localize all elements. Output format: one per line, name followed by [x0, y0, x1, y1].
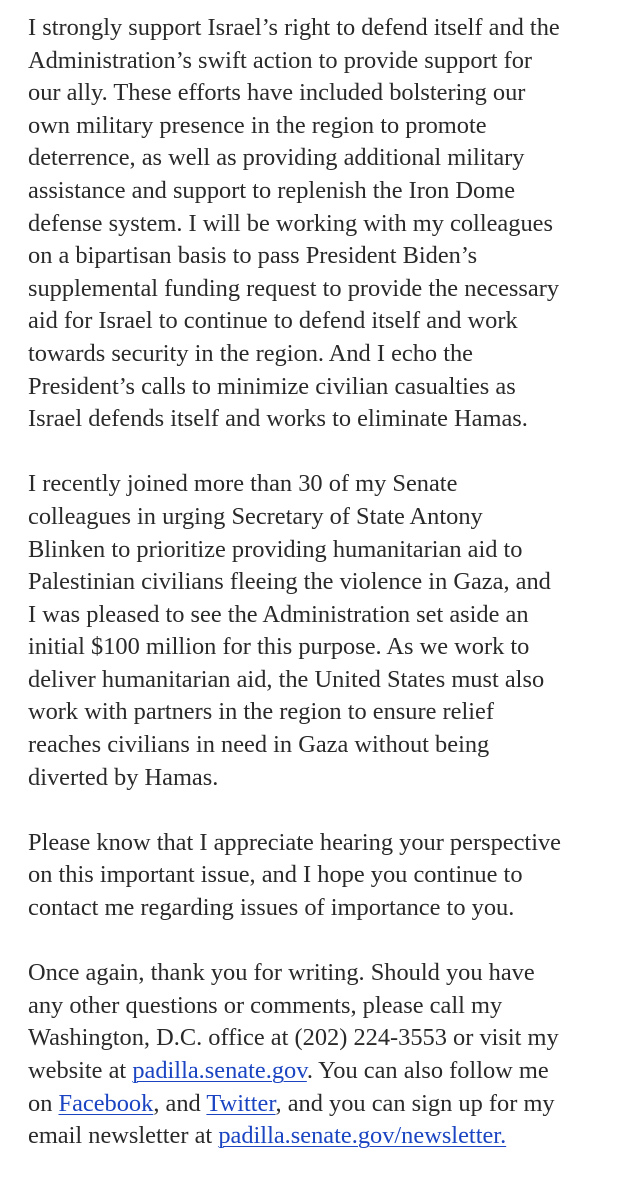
paragraph-line: Blinken to prioritize providing humanitarian aid to [28, 535, 523, 563]
paragraph-line: Palestinian civilians fleeing the violence in Gaza, and [28, 568, 551, 596]
twitter-link[interactable]: Twitter [206, 1089, 276, 1117]
paragraph-line: our ally. These efforts have included bolstering our [28, 79, 526, 107]
closing-line: Washington, D.C. office at (202) 224-3553 or visit my [28, 1024, 559, 1052]
paragraph-line: on this important issue, and I hope you continue to [28, 861, 523, 889]
website-link[interactable]: padilla.senate.gov [132, 1057, 307, 1084]
paragraph-line: towards security in the region. And I echo the [28, 339, 474, 367]
paragraph-line: colleagues in urging Secretary of State Antony [28, 502, 483, 530]
paragraph-line: own military presence in the region to promote [28, 111, 487, 139]
closing-line: any other questions or comments, please call my [28, 991, 503, 1019]
closing-line [28, 1120, 629, 1153]
closing-text: on [28, 1089, 59, 1117]
paragraph-line: work with partners in the region to ensure relief [28, 698, 494, 726]
paragraph-line: President’s calls to minimize civilian casualties as [28, 372, 516, 400]
letter-paragraph [28, 468, 629, 794]
paragraph-line: defense system. I will be working with my colleagues [28, 209, 553, 237]
paragraph-line: deliver humanitarian aid, the United States must also [28, 665, 545, 693]
closing-text: , and you can sign up for my [275, 1089, 555, 1117]
paragraph-line: reaches civilians in need in Gaza without being [28, 731, 490, 759]
newsletter-link[interactable]: padilla.senate.gov/newsletter. [218, 1122, 507, 1150]
paragraph-line: deterrence, as well as providing additional military [28, 144, 525, 172]
paragraph-line: I recently joined more than 30 of my Senate [28, 470, 458, 498]
paragraph-line: I was pleased to see the Administration set aside an [28, 600, 529, 628]
paragraph-line: on a bipartisan basis to pass President Biden’s [28, 242, 478, 270]
paragraph-line: Administration’s swift action to provide support for [28, 46, 533, 74]
closing-text: website at [28, 1057, 133, 1084]
paragraph-line: contact me regarding issues of importance to you. [28, 894, 515, 922]
closing-line: Once again, thank you for writing. Should you have [28, 959, 535, 987]
closing-line [28, 1055, 629, 1088]
closing-text: email newsletter at [28, 1122, 219, 1150]
paragraph-line: assistance and support to replenish the Iron Dome [28, 176, 516, 204]
facebook-link[interactable]: Facebook [58, 1089, 154, 1117]
closing-text: , and [153, 1089, 207, 1117]
paragraph-line: diverted by Hamas. [28, 763, 219, 791]
letter-paragraph [28, 12, 629, 436]
closing-paragraph [28, 957, 629, 1153]
paragraph-line: aid for Israel to continue to defend itself and work [28, 307, 518, 335]
closing-line [28, 1088, 629, 1121]
paragraph-line: I strongly support Israel’s right to defend itself and the [28, 14, 560, 41]
paragraph-line: supplemental funding request to provide the necessary [28, 274, 560, 302]
paragraph-line: initial $100 million for this purpose. As we work to [28, 633, 530, 661]
letter-paragraphs [28, 12, 629, 925]
paragraph-line: Please know that I appreciate hearing your perspective [28, 828, 561, 856]
closing-text: . You can also follow me [306, 1057, 549, 1084]
paragraph-line: Israel defends itself and works to eliminate Hamas. [28, 405, 528, 433]
letter-paragraph [28, 827, 629, 925]
